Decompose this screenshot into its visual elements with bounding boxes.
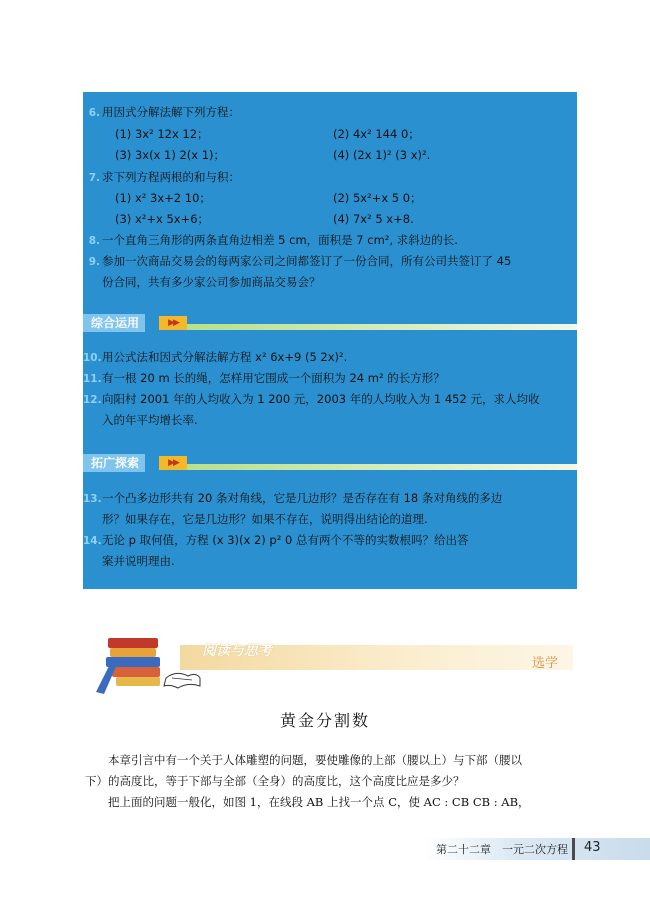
exercise-text: 一个凸多边形共有 20 条对角线，它是几边形？是否存在有 18 条对角线的多边: [102, 491, 503, 505]
exercise-text: 求下列方程两根的和与积：: [102, 170, 240, 184]
exercise-text: 案并说明理由.: [102, 554, 175, 568]
exercise-text: 向阳村 2001 年的人均收入为 1 200 元，2003 年的人均收入为 1 452 元，求人均收: [102, 392, 540, 406]
exercise-14-cont: [83, 553, 175, 569]
section-rule: [187, 324, 577, 330]
ex6-option-3: (3) 3x(x 1) 2(x 1)；: [115, 148, 226, 162]
exercise-8: [83, 232, 458, 249]
exercise-text: 用公式法和因式分解法解方程 x² 6x+9 (5 2x)².: [102, 350, 348, 364]
footer-divider: [572, 838, 575, 860]
article-paragraph-line: 本章引言中有一个关于人体雕塑的问题，要使雕像的上部（腰以上）与下部（腰以: [108, 753, 522, 767]
exercise-box: [83, 92, 577, 589]
exercise-number: 12.: [83, 394, 102, 406]
exercise-9: [83, 253, 511, 270]
exercise-14: [83, 532, 468, 549]
arrow-icon: ▶▶: [159, 316, 187, 330]
exercise-number: 7.: [88, 172, 100, 184]
section-header-comprehensive: [83, 314, 577, 332]
ex6-option-2: (2) 4x² 144 0；: [333, 127, 420, 141]
section-label: 拓广探索: [83, 454, 145, 472]
ex7-option-2: (2) 5x²+x 5 0；: [333, 191, 422, 205]
ex7-option-3: (3) x²+x 5x+6；: [115, 212, 210, 226]
exercise-text: 份合同，共有多少家公司参加商品交易会？: [102, 275, 321, 289]
exercise-text: 用因式分解法解下列方程：: [102, 105, 240, 119]
exercise-text: 无论 p 取何值，方程 (x 3)(x 2) p² 0 总有两个不等的实数根吗？给出答: [102, 533, 469, 547]
exercise-9-cont: [83, 274, 321, 290]
reading-title: 阅读与思考: [202, 643, 272, 659]
exercise-text: 入的年平均增长率.: [102, 413, 198, 427]
books-icon: [92, 632, 202, 694]
exercise-number: 14.: [83, 535, 102, 547]
exercise-13: [83, 490, 502, 507]
exercise-text: 形？如果存在，它是几边形？如果不存在，说明得出结论的道理.: [102, 512, 428, 526]
exercise-text: 有一根 20 m 长的绳，怎样用它围成一个面积为 24 m² 的长方形？: [102, 371, 445, 385]
article-paragraph-line: 把上面的问题一般化，如图 1，在线段 AB 上找一个点 C，使 AC : CB CB : AB，: [108, 795, 530, 809]
section-header-exploration: [83, 454, 577, 472]
exercise-number: 9.: [88, 256, 100, 268]
exercise-number: 13.: [83, 493, 102, 505]
ex6-option-4: (4) (2x 1)² (3 x)².: [333, 148, 431, 162]
ex7-option-4: (4) 7x² 5 x+8.: [333, 212, 414, 226]
exercise-number: 11.: [83, 373, 102, 385]
exercise-12-cont: [83, 412, 198, 428]
article-paragraph-line: 下）的高度比，等于下部与全部（全身）的高度比，这个高度比应是多少？: [85, 774, 465, 788]
chapter-title: 第二十二章 一元二次方程: [436, 843, 568, 856]
arrow-icon: ▶▶: [159, 456, 187, 470]
exercise-text: 一个直角三角形的两条直角边相差 5 cm，面积是 7 cm², 求斜边的长.: [102, 233, 458, 247]
exercise-number: 10.: [83, 352, 102, 364]
exercise-text: 参加一次商品交易会的每两家公司之间都签订了一份合同，所有公司共签订了 45: [102, 254, 512, 268]
exercise-6: [83, 104, 240, 121]
exercise-number: 8.: [88, 235, 100, 247]
page-number: 43: [584, 840, 601, 855]
ex7-option-1: (1) x² 3x+2 10；: [115, 191, 211, 205]
section-label: 综合运用: [83, 314, 145, 332]
section-rule: [187, 464, 577, 470]
optional-tag: 选学: [532, 656, 559, 671]
exercise-7: [83, 169, 240, 186]
exercise-13-cont: [83, 511, 428, 527]
article-title: 黄金分割数: [279, 711, 370, 730]
exercise-10: [83, 349, 347, 366]
exercise-number: 6.: [88, 107, 100, 119]
exercise-12: [83, 391, 539, 408]
exercise-11: [83, 370, 445, 387]
ex6-option-1: (1) 3x² 12x 12；: [115, 127, 209, 141]
